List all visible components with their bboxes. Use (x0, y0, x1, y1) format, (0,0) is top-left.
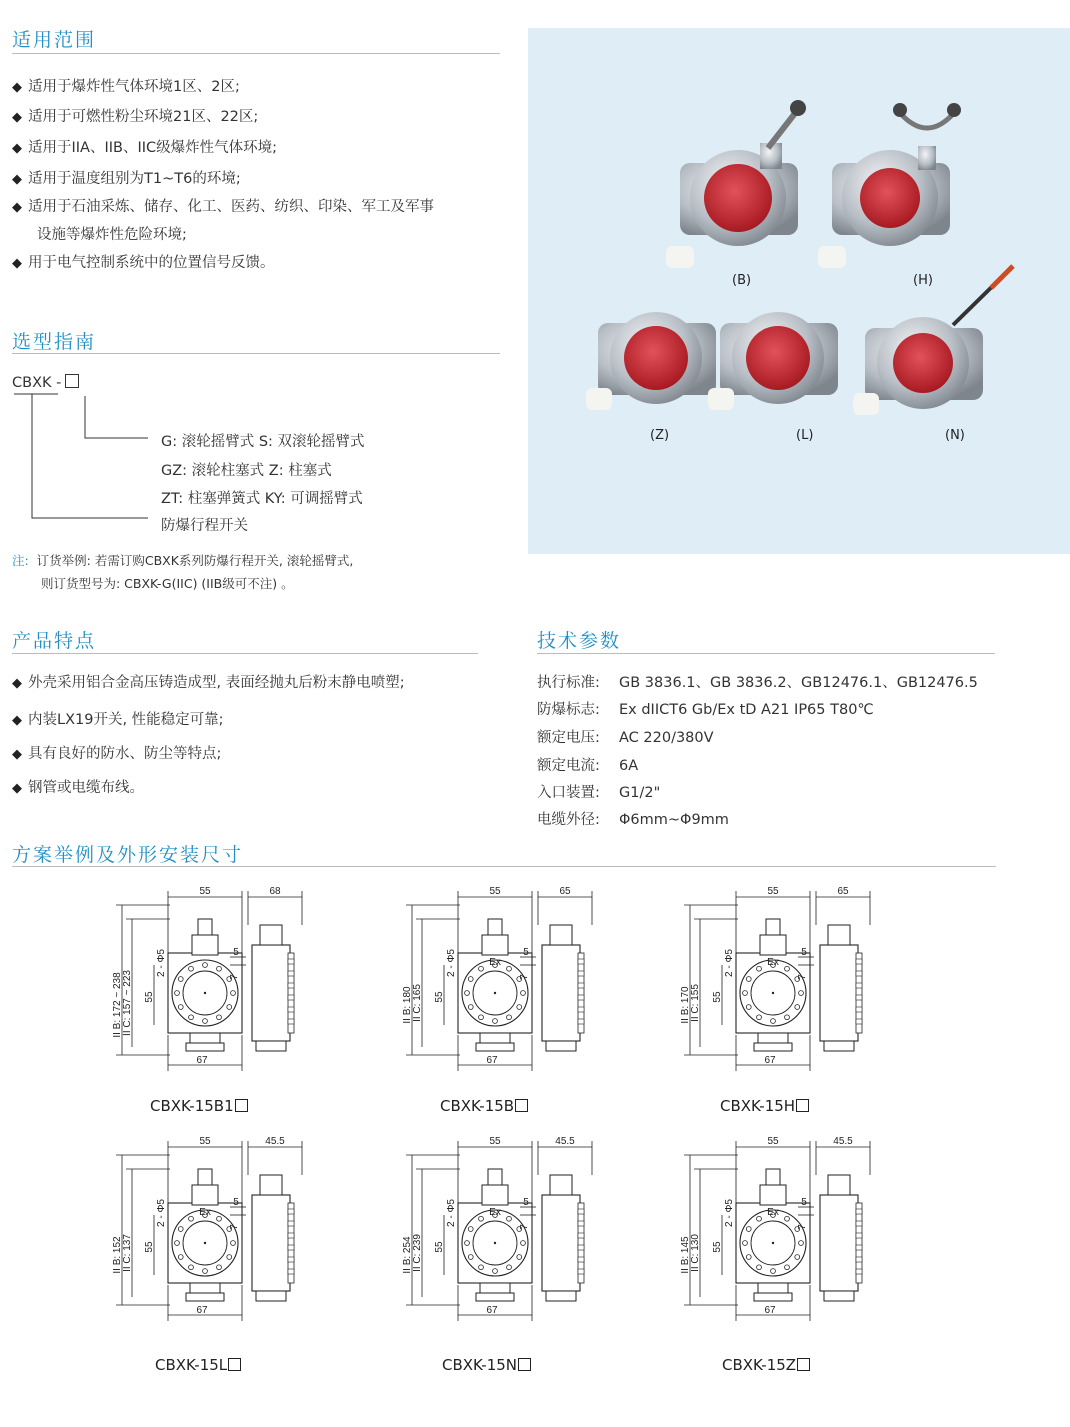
dim-height-iic: II C: 130 (690, 1234, 701, 1272)
guide-option-3: ZT: 柱塞弹簧式 KY: 可调摇臂式 (161, 491, 363, 507)
dim-7: 7 (519, 1224, 530, 1230)
dim-holes: 2 - Φ5 (446, 1199, 457, 1227)
examples-rule (12, 866, 996, 867)
tech-row-standard: 执行标准: GB 3836.1、GB 3836.2、GB12476.1、GB12476.5 (537, 675, 978, 691)
product-photos (528, 28, 1070, 554)
dim-bottom: 67 (196, 1305, 208, 1316)
ex-label: Ex (489, 957, 501, 968)
tech-rule (537, 653, 995, 654)
guide-bracket-lines (0, 390, 170, 530)
feature-item-1: ◆ 外壳采用铝合金高压铸造成型, 表面经抛丸后粉末静电喷塑; (12, 675, 405, 691)
dim-bottom: 67 (196, 1055, 208, 1066)
dim-5: 5 (523, 1197, 529, 1208)
dim-height-iic: II C: 239 (412, 1234, 423, 1272)
ex-label: Ex (199, 1207, 211, 1218)
guide-rule (12, 353, 500, 354)
model-code: CBXK - (12, 374, 79, 391)
dimension-drawing-6 (678, 1135, 898, 1335)
dim-7: 7 (797, 1224, 808, 1230)
photo-caption-l: (L) (796, 428, 814, 443)
diamond-bullet-icon: ◆ (12, 713, 22, 728)
placeholder-box (515, 1099, 528, 1112)
dim-height-iic: II C: 155 (690, 984, 701, 1022)
photo-switch-l (708, 312, 838, 410)
feature-item-3: ◆ 具有良好的防水、防尘等特点; (12, 746, 222, 762)
dim-5: 5 (233, 947, 239, 958)
scope-item-4: ◆ 适用于温度组别为T1~T6的环境; (12, 171, 241, 187)
ex-label: Ex (767, 957, 779, 968)
dim-height-iic: II C: 165 (412, 984, 423, 1022)
dim-height-iib: II B: 180 (402, 986, 413, 1024)
diamond-bullet-icon: ◆ (12, 80, 22, 95)
placeholder-box (228, 1358, 241, 1371)
dim-bottom: 67 (486, 1305, 498, 1316)
dim-height-iib: II B: 145 (680, 1236, 691, 1274)
diamond-bullet-icon: ◆ (12, 747, 22, 762)
dimension-drawing-2 (400, 885, 620, 1085)
scope-item-3: ◆ 适用于IIA、IIB、IIC级爆炸性气体环境; (12, 140, 278, 156)
dim-inner: 55 (434, 991, 445, 1003)
scope-rule (12, 53, 500, 54)
dim-width: 55 (767, 1136, 779, 1147)
dim-side: 45.5 (555, 1136, 575, 1147)
dim-holes: 2 - Φ5 (724, 1199, 735, 1227)
dim-bottom: 67 (486, 1055, 498, 1066)
diamond-bullet-icon: ◆ (12, 110, 22, 125)
feature-item-2: ◆ 内装LX19开关, 性能稳定可靠; (12, 712, 224, 728)
photo-caption-b: (B) (732, 273, 752, 288)
photo-switch-n (853, 266, 1013, 415)
dimension-drawing-4 (110, 1135, 330, 1335)
dim-holes: 2 - Φ5 (156, 949, 167, 977)
diamond-bullet-icon: ◆ (12, 676, 22, 691)
examples-title: 方案举例及外形安装尺寸 (12, 844, 244, 866)
dim-holes: 2 - Φ5 (446, 949, 457, 977)
scope-item-5-cont: 设施等爆炸性危险环境; (37, 227, 187, 243)
dim-5: 5 (801, 1197, 807, 1208)
photo-switch-b (666, 100, 806, 268)
tech-row-ex-mark: 防爆标志: Ex dIICT6 Gb/Ex tD A21 IP65 T80℃ (537, 702, 874, 718)
photo-caption-z: (Z) (650, 428, 670, 443)
guide-option-2: GZ: 滚轮柱塞式 Z: 柱塞式 (161, 463, 332, 479)
dim-height-iib: II B: 172 ~ 238 (112, 972, 123, 1038)
dim-inner: 55 (144, 1241, 155, 1253)
dim-width: 55 (489, 886, 501, 897)
feature-item-4: ◆ 钢管或电缆布线。 (12, 780, 144, 796)
guide-title: 选型指南 (12, 331, 97, 353)
photo-switch-h (818, 103, 961, 268)
dim-width: 55 (199, 886, 211, 897)
scope-item-1: ◆ 适用于爆炸性气体环境1区、2区; (12, 79, 240, 95)
diamond-bullet-icon: ◆ (12, 141, 22, 156)
dim-7: 7 (519, 974, 530, 980)
guide-option-1: G: 滚轮摇臂式 S: 双滚轮摇臂式 (161, 434, 365, 450)
dim-height-iib: II B: 152 (112, 1236, 123, 1274)
photo-caption-n: (N) (945, 428, 965, 443)
dim-height-iic: II C: 157 ~ 223 (122, 970, 133, 1036)
dim-bottom: 67 (764, 1055, 776, 1066)
model-caption-z: CBXK-15Z (722, 1356, 810, 1374)
photo-switch-z (586, 312, 716, 410)
dim-inner: 55 (434, 1241, 445, 1253)
code-placeholder-box (65, 374, 79, 388)
diamond-bullet-icon: ◆ (12, 781, 22, 796)
ex-label: Ex (489, 1207, 501, 1218)
dim-7: 7 (229, 974, 240, 980)
features-rule (12, 653, 478, 654)
dim-inner: 55 (144, 991, 155, 1003)
placeholder-box (797, 1358, 810, 1371)
model-caption-n: CBXK-15N (442, 1356, 531, 1374)
dim-holes: 2 - Φ5 (156, 1199, 167, 1227)
scope-item-2: ◆ 适用于可燃性粉尘环境21区、22区; (12, 109, 259, 125)
order-note-1: 注: 订货举例: 若需订购CBXK系列防爆行程开关, 滚轮摇臂式, (12, 553, 354, 568)
dim-5: 5 (233, 1197, 239, 1208)
product-photo-panel (528, 28, 1070, 554)
diamond-bullet-icon: ◆ (12, 256, 22, 271)
diamond-bullet-icon: ◆ (12, 200, 22, 215)
placeholder-box (235, 1099, 248, 1112)
dim-5: 5 (523, 947, 529, 958)
dim-bottom: 67 (764, 1305, 776, 1316)
dim-holes: 2 - Φ5 (724, 949, 735, 977)
dim-side: 68 (269, 886, 281, 897)
placeholder-box (518, 1358, 531, 1371)
dim-height-iib: II B: 170 (680, 986, 691, 1024)
dim-width: 55 (199, 1136, 211, 1147)
tech-row-cable: 电缆外径: Φ6mm~Φ9mm (537, 812, 729, 828)
tech-row-entry: 入口装置: G1/2" (537, 785, 661, 801)
model-caption-h: CBXK-15H (720, 1097, 809, 1115)
diamond-bullet-icon: ◆ (12, 172, 22, 187)
dimension-drawing-5 (400, 1135, 620, 1335)
dim-side: 65 (559, 886, 571, 897)
tech-title: 技术参数 (537, 630, 622, 652)
dim-width: 55 (489, 1136, 501, 1147)
dim-inner: 55 (712, 991, 723, 1003)
model-caption-b: CBXK-15B (440, 1097, 528, 1115)
dim-5: 5 (801, 947, 807, 958)
features-title: 产品特点 (12, 630, 97, 652)
dim-width: 55 (767, 886, 779, 897)
placeholder-box (796, 1099, 809, 1112)
dimension-drawing-1 (110, 885, 330, 1085)
dim-height-iib: II B: 254 (402, 1236, 413, 1274)
scope-item-6: ◆ 用于电气控制系统中的位置信号反馈。 (12, 255, 275, 271)
tech-row-voltage: 额定电压: AC 220/380V (537, 730, 714, 746)
dim-side: 65 (837, 886, 849, 897)
ex-label: Ex (767, 1207, 779, 1218)
scope-item-5: ◆ 适用于石油采炼、储存、化工、医药、纺织、印染、军工及军事 (12, 199, 434, 215)
order-note-2: 则订货型号为: CBXK-G(IIC) (IIB级可不注) 。 (41, 576, 294, 591)
guide-product-line: 防爆行程开关 (161, 518, 248, 534)
tech-row-current: 额定电流: 6A (537, 758, 639, 774)
scope-title: 适用范围 (12, 29, 97, 51)
dim-height-iic: II C: 137 (122, 1234, 133, 1272)
model-caption-l: CBXK-15L (155, 1356, 241, 1374)
dim-side: 45.5 (265, 1136, 285, 1147)
dim-7: 7 (797, 974, 808, 980)
dimension-drawing-3 (678, 885, 898, 1085)
model-caption-b1: CBXK-15B1 (150, 1097, 248, 1115)
dim-7: 7 (229, 1224, 240, 1230)
dim-side: 45.5 (833, 1136, 853, 1147)
photo-caption-h: (H) (913, 273, 933, 288)
dim-inner: 55 (712, 1241, 723, 1253)
